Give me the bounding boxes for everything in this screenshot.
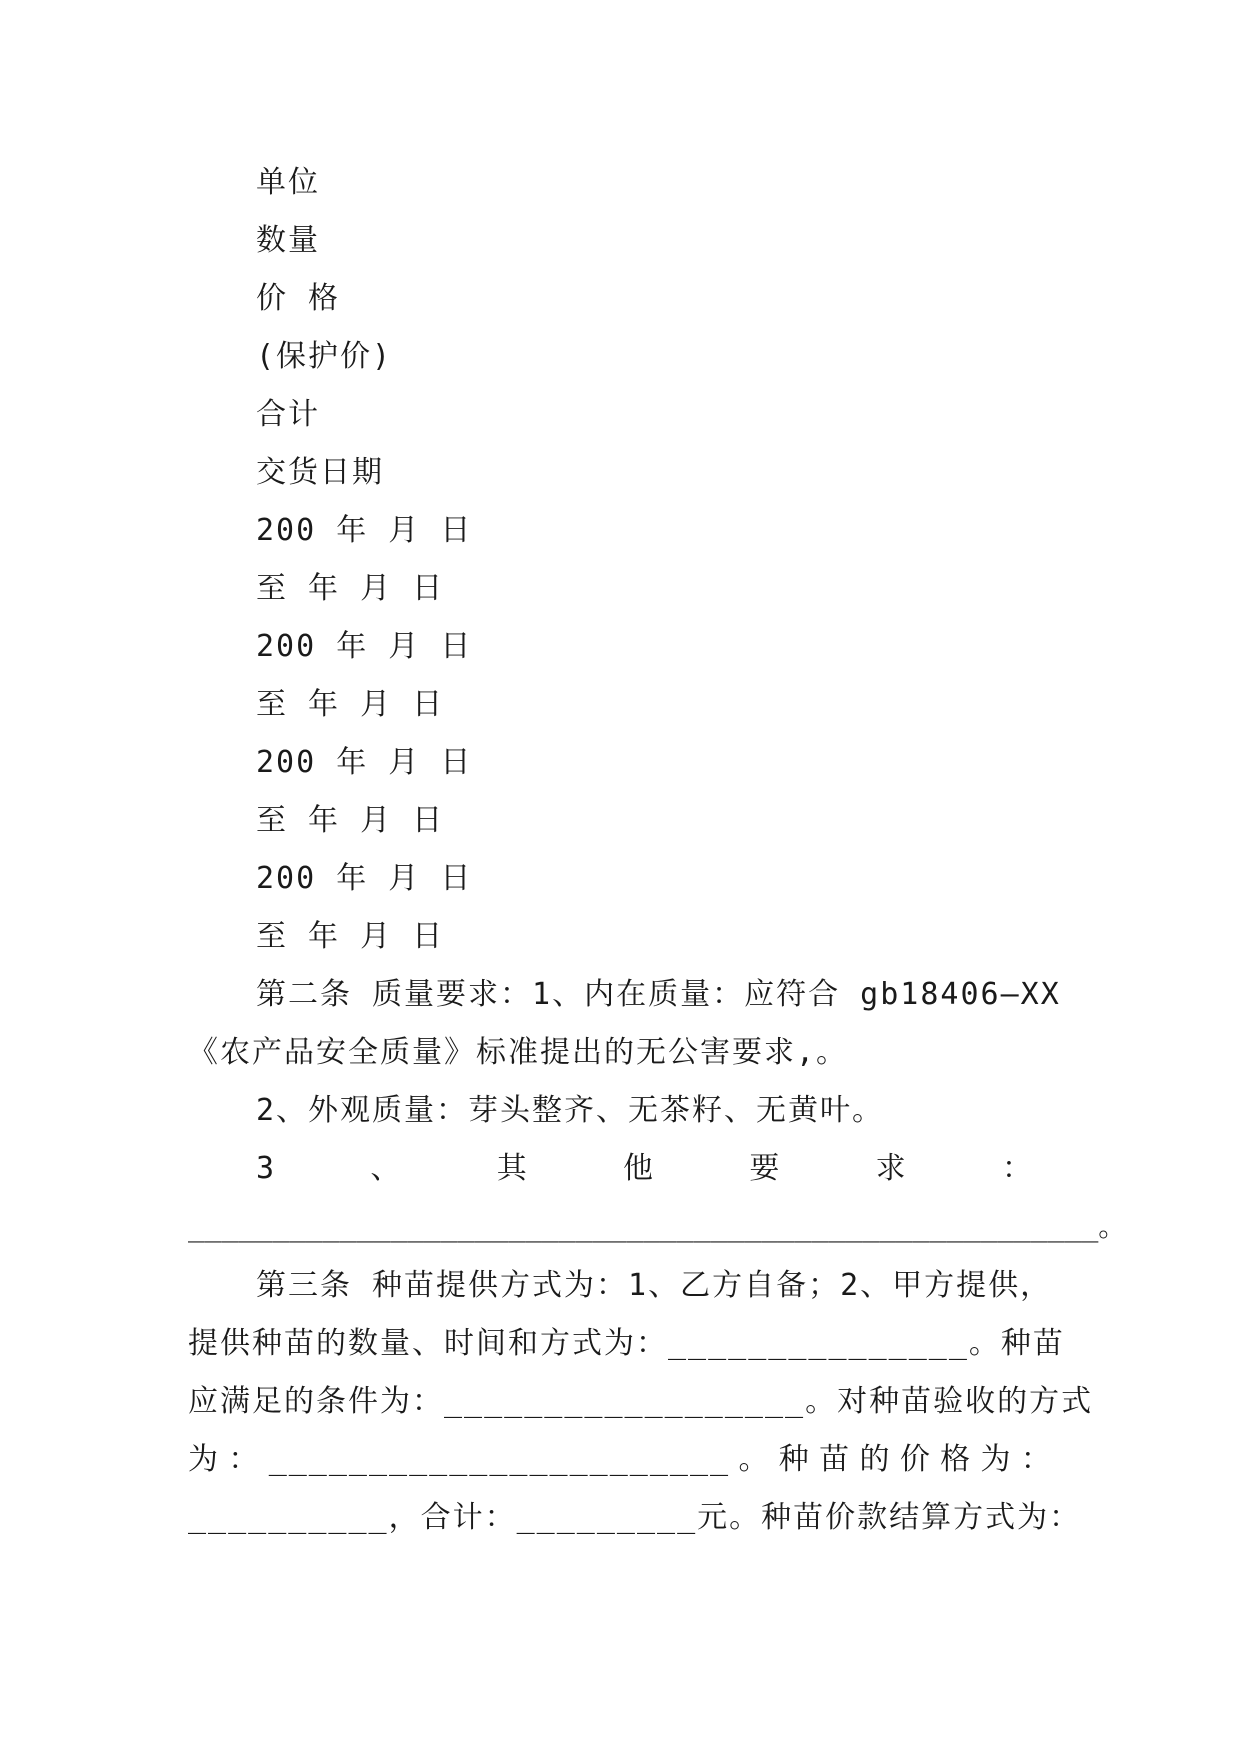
item-protected-price: (保护价): [256, 339, 393, 374]
line4-blank: _______________________: [268, 1442, 731, 1477]
item-total: 合计: [256, 397, 320, 432]
item-quantity: 数量: [256, 223, 320, 258]
other-char: 求: [875, 1151, 908, 1186]
date-to-2: 至 年 月 日: [256, 687, 445, 722]
article3-line3: 应满足的条件为：__________________。对种苗验收的方式: [188, 1384, 1094, 1419]
date-from-3: 200 年 月 日: [256, 745, 473, 780]
date-from-2: 200 年 月 日: [256, 629, 473, 664]
article2-line2: 《农产品安全质量》标准提出的无公害要求,。: [188, 1035, 849, 1070]
date-to-3: 至 年 月 日: [256, 803, 445, 838]
line4-part: 的: [859, 1442, 892, 1477]
article3-line2: 提供种苗的数量、时间和方式为：_______________。种苗: [188, 1326, 1065, 1361]
line4-part: 价: [899, 1442, 932, 1477]
other-char: 3: [256, 1151, 277, 1186]
date-from-4: 200 年 月 日: [256, 861, 473, 896]
line4-part: 种: [778, 1442, 811, 1477]
date-from-1: 200 年 月 日: [256, 513, 473, 548]
line4-part: ：: [228, 1442, 261, 1477]
article2-line1: 第二条 质量要求：1、内在质量：应符合 gb18406—XX: [256, 977, 1061, 1012]
article3-line1: 第三条 种苗提供方式为：1、乙方自备；2、甲方提供，: [256, 1268, 1053, 1303]
line4-part: 。: [738, 1442, 771, 1477]
article2-blank-line: ______________________________________________________。: [188, 1210, 1127, 1243]
line4-part: 苗: [819, 1442, 852, 1477]
article2-other-requirements: [256, 1149, 1034, 1189]
line4-part: 为: [980, 1442, 1013, 1477]
line4-part: 格: [940, 1442, 973, 1477]
other-char: 其: [496, 1151, 529, 1186]
other-char: ：: [1001, 1151, 1034, 1186]
item-delivery-date: 交货日期: [256, 455, 384, 490]
item-price: 价 格: [256, 281, 341, 316]
other-char: 他: [623, 1151, 655, 1186]
item-unit: 单位: [256, 165, 320, 200]
article3-line4: [188, 1440, 1053, 1480]
date-to-1: 至 年 月 日: [256, 571, 445, 606]
article2-line3: 2、外观质量：芽头整齐、无茶籽、无黄叶。: [256, 1093, 885, 1128]
line4-part: ：: [1020, 1442, 1053, 1477]
article3-line5: __________，合计：_________元。种苗价款结算方式为：: [188, 1500, 1082, 1535]
date-to-4: 至 年 月 日: [256, 919, 445, 954]
other-char: 、: [370, 1151, 403, 1186]
line4-part: 为: [188, 1442, 220, 1477]
other-char: 要: [749, 1151, 782, 1186]
